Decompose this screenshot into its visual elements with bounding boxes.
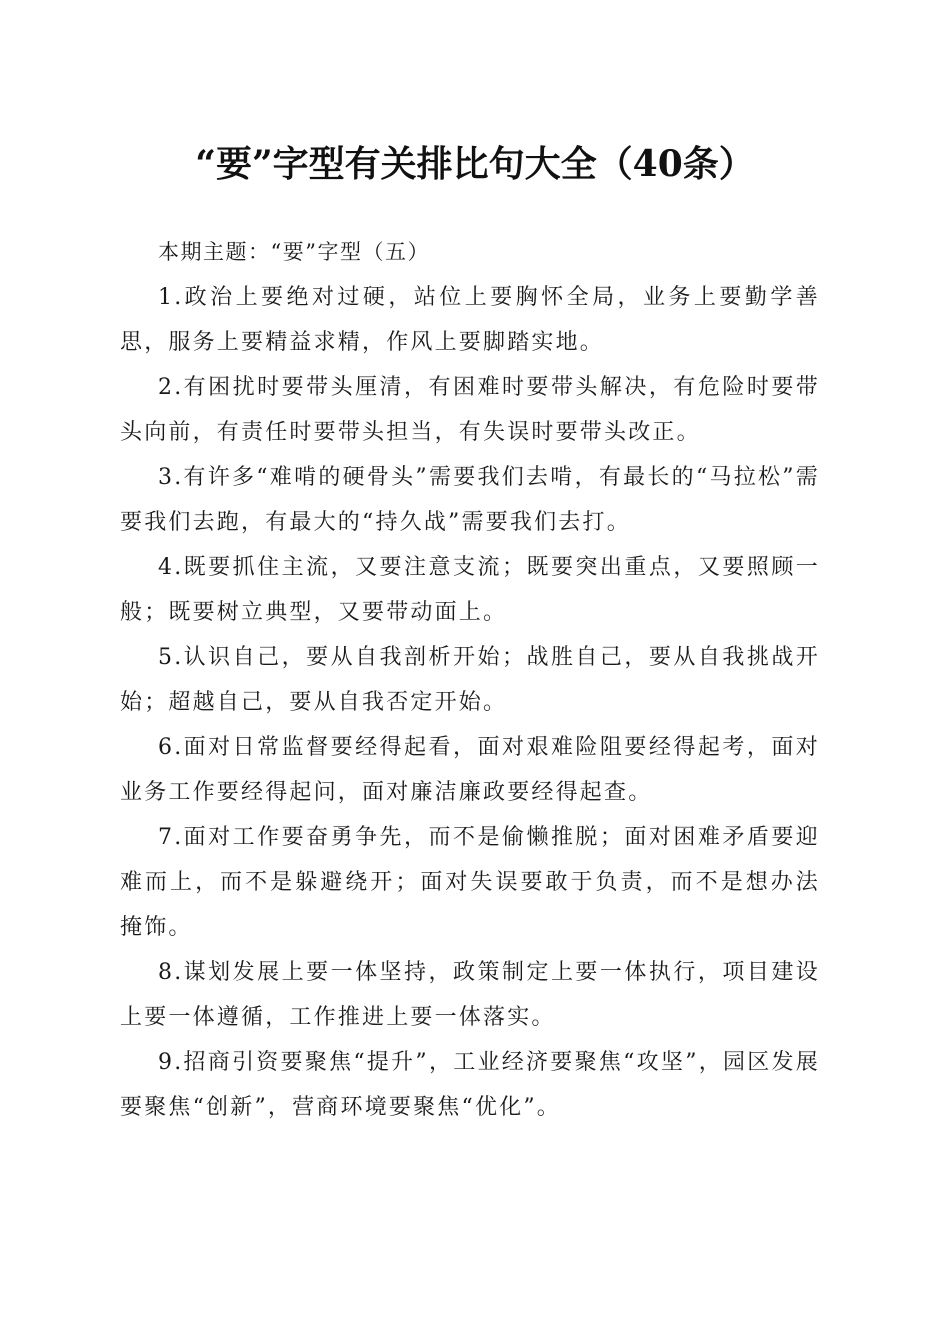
document-body: [120, 230, 820, 1130]
list-item: 1.政治上要绝对过硬，站位上要胸怀全局，业务上要勤学善思，服务上要精益求精，作风上要脚踏实地。: [120, 285, 820, 355]
list-item: 6.面对日常监督要经得起看，面对艰难险阻要经得起考，面对业务工作要经得起问，面对廉洁廉政要经得起查。: [120, 735, 820, 805]
list-item: 7.面对工作要奋勇争先，而不是偷懒推脱；面对困难矛盾要迎难而上，而不是躲避绕开；面对失误要敢于负责，而不是想办法掩饰。: [120, 825, 820, 940]
list-item: 2.有困扰时要带头厘清，有困难时要带头解决，有危险时要带头向前，有责任时要带头担当，有失误时要带头改正。: [120, 375, 820, 445]
list-item: 9.招商引资要聚焦“提升”，工业经济要聚焦“攻坚”，园区发展要聚焦“创新”，营商环境要聚焦“优化”。: [120, 1050, 820, 1120]
document-subtitle: 本期主题：“要”字型（五）: [158, 240, 430, 264]
list-item: 5.认识自己，要从自我剖析开始；战胜自己，要从自我挑战开始；超越自己，要从自我否定开始。: [120, 645, 820, 715]
list-item: 4.既要抓住主流，又要注意支流；既要突出重点，又要照顾一般；既要树立典型，又要带动面上。: [120, 555, 820, 625]
list-item: 3.有许多“难啃的硬骨头”需要我们去啃，有最长的“马拉松”需要我们去跑，有最大的“持久战”需要我们去打。: [120, 465, 820, 535]
list-item: 8.谋划发展上要一体坚持，政策制定上要一体执行，项目建设上要一体遵循，工作推进上要一体落实。: [120, 960, 820, 1030]
document-title: “要”字型有关排比句大全（40条）: [195, 143, 755, 185]
